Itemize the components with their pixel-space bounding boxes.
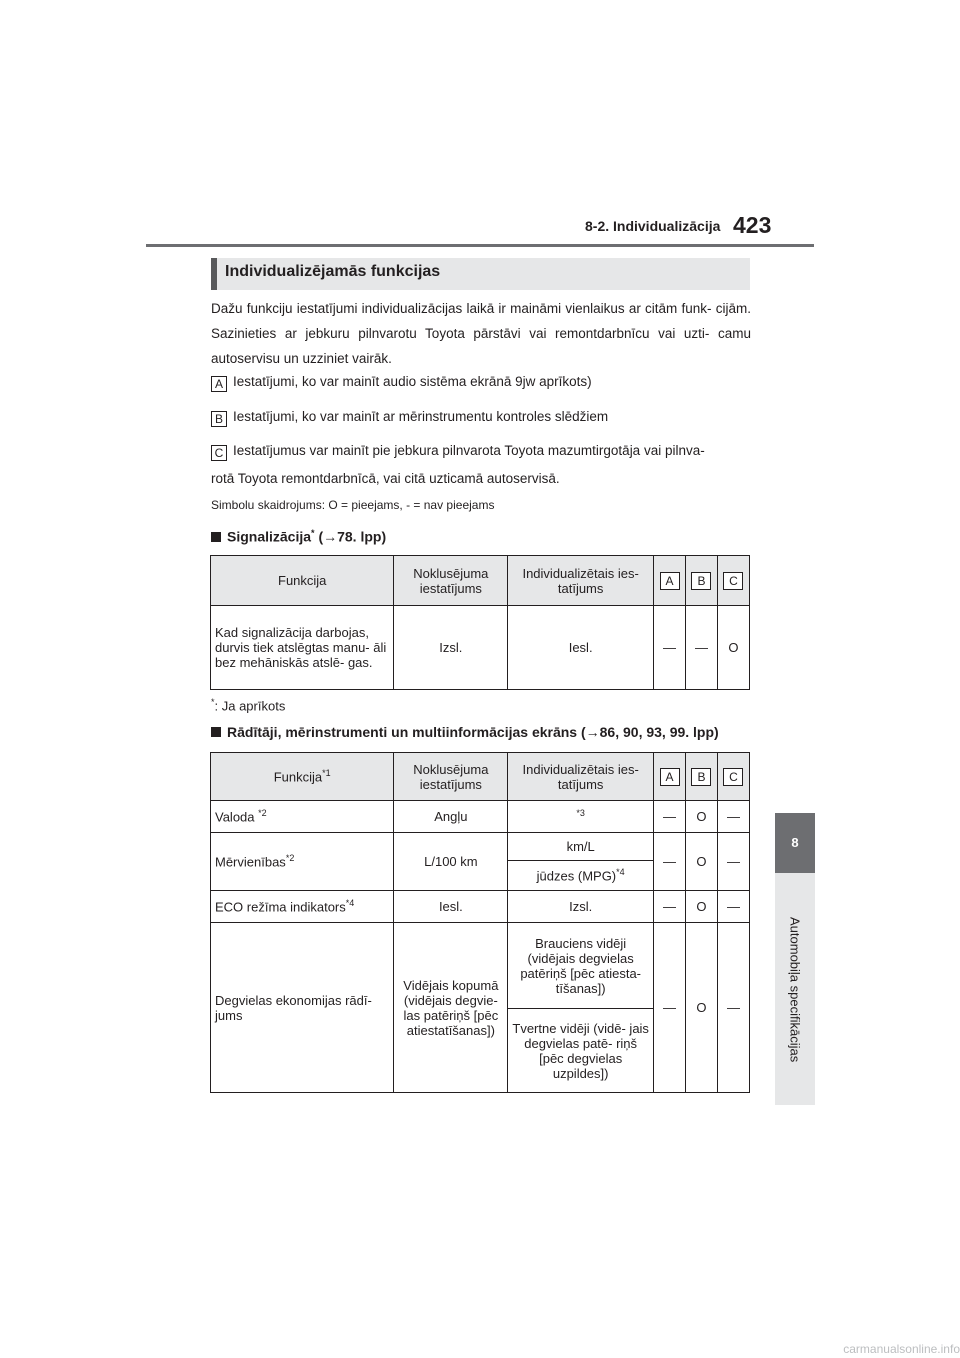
units-label: Mērvienības [215,854,286,870]
header-box-b: B [691,572,711,590]
col-function-text: Funkcija [273,769,323,785]
col-default: Noklusējuma iestatījums [394,556,508,606]
cell-custom: Brauciens vidēji (vidējais degvielas patēriņš [pēc atiesta- tīšanas]) [508,923,654,1009]
cell-c: — [717,891,749,923]
cell-function: Kad signalizācija darbojas, durvis tiek atslēgtas manu- āli bez mehāniskās atslē- gas. [211,606,394,690]
col-a [654,556,686,606]
language-custom-sup: *3 [576,808,585,819]
table-row [211,833,750,861]
cell-default: Angļu [394,801,508,833]
cell-a: — [654,833,686,891]
footnote-text: : Ja aprīkots [214,698,286,714]
cell-function [211,891,394,923]
header-box-a: A [660,768,680,786]
subheading-alarm [211,528,386,545]
chapter-tab-label [783,880,807,1100]
col-custom: Individualizētais ies- tatījums [508,556,654,606]
cell-function: Degvielas ekonomijas rādī- jums [211,923,394,1093]
item-c-text-cont: rotā Toyota remontdarbnīcā, vai citā uzticamā autoservisā. [211,471,560,486]
letter-box-a: A [211,376,227,392]
cell-c: — [717,923,749,1093]
col-b [686,753,718,801]
units-sup: *2 [285,853,295,864]
symbol-legend: Simbolu skaidrojums: O = pieejams, - = nav pieejams [211,498,495,512]
cell-default: Izsl. [394,606,508,690]
col-c [717,556,749,606]
cell-c: — [717,833,749,891]
cell-b: O [686,891,718,923]
subheading-alarm-star: * [311,528,315,538]
col-a [654,753,686,801]
footnote [211,697,285,713]
page-number: 423 [733,212,772,238]
subheading-gauges-title: Rādītāji, mērinstrumenti un multiinformācijas ekrāns (→86, 90, 93, 99. lpp) [227,724,719,740]
col-function [211,753,394,801]
header-box-c: C [723,768,743,786]
cell-b: O [686,923,718,1093]
section-title: Individualizējamās funkcijas [225,263,441,280]
eco-label: ECO režīma indikators [215,899,346,915]
item-c-text: Iestatījumus var mainīt pie jebkura pilnvarota Toyota mazumtirgotāja vai pilnva- [233,443,705,458]
alarm-table [210,555,750,690]
cell-a: — [654,801,686,833]
table-row [211,923,750,1009]
subheading-alarm-ref: (→78. lpp) [314,528,387,545]
col-function-sup: *1 [322,768,331,779]
units-custom2: jūdzes (MPG) [536,868,617,884]
cell-c: O [717,606,749,690]
cell-custom: Izsl. [508,891,654,923]
col-c [717,753,749,801]
cell-a: — [654,606,686,690]
language-sup: *2 [258,808,267,819]
cell-default: Iesl. [394,891,508,923]
col-b [685,556,717,606]
chapter-tab-text: Automobiļa specifikācijas [787,917,803,1063]
letter-box-c: C [211,445,227,461]
cell-custom: Tvertne vidēji (vidē- jais degvielas patē- riņš [pēc degvielas uzpildes]) [508,1009,654,1093]
item-a-text: Iestatījumi, ko var mainīt audio sistēma ekrānā 9jw aprīkots) [233,374,592,389]
subheading-gauges [211,724,719,740]
cell-b: O [686,801,718,833]
col-function: Funkcija [211,556,394,606]
letter-box-b: B [211,411,227,427]
item-b [211,409,608,427]
cell-custom: km/L [508,833,654,861]
cell-function [211,801,394,833]
header-box-b: B [691,768,711,786]
intro-paragraph: Dažu funkciju iestatījumi individualizācijas laikā ir maināmi vienlaikus ar citām funk- cijām. Sazinieties ar jebkuru pilnvarotu Toyota pārstāvi vai remontdarbnīcu vai uzti- camu autoservisu un uzziniet vairāk. [211,301,751,366]
cell-custom: Iesl. [508,606,654,690]
header-box-a: A [660,572,680,590]
section-heading: 8-2. Individualizācija [585,218,721,234]
gauges-table [210,752,750,1093]
cell-a: — [654,923,686,1093]
watermark: carmanualsonline.info [843,1342,960,1356]
cell-custom [508,801,654,833]
section-title-accent [211,258,217,290]
table-row [211,606,750,690]
section-title-bar [211,258,750,290]
header-divider [146,244,814,247]
cell-default: Vidējais kopumā (vidējais degvie- las patēriņš [pēc atiestatīšanas]) [394,923,508,1093]
cell-custom [508,861,654,891]
cell-b: — [685,606,717,690]
cell-c: — [717,801,749,833]
eco-sup: *4 [345,898,355,909]
cell-b: O [686,833,718,891]
item-c [211,443,705,461]
table-row [211,801,750,833]
item-a [211,374,592,392]
footnote-mark: * [211,697,215,707]
table-row [211,891,750,923]
chapter-tab: 8 [775,813,815,873]
header-box-c: C [723,572,743,590]
cell-function [211,833,394,891]
square-bullet-icon [211,532,221,542]
units-custom2-sup: *4 [616,867,625,878]
language-label: Valoda [215,809,259,825]
cell-a: — [654,891,686,923]
item-b-text: Iestatījumi, ko var mainīt ar mērinstrumentu kontroles slēdžiem [233,409,609,424]
col-default: Noklusējuma iestatījums [394,753,508,801]
subheading-alarm-title: Signalizācija [227,528,312,545]
cell-default: L/100 km [394,833,508,891]
square-bullet-icon [211,727,221,737]
col-custom: Individualizētais ies- tatījums [508,753,654,801]
